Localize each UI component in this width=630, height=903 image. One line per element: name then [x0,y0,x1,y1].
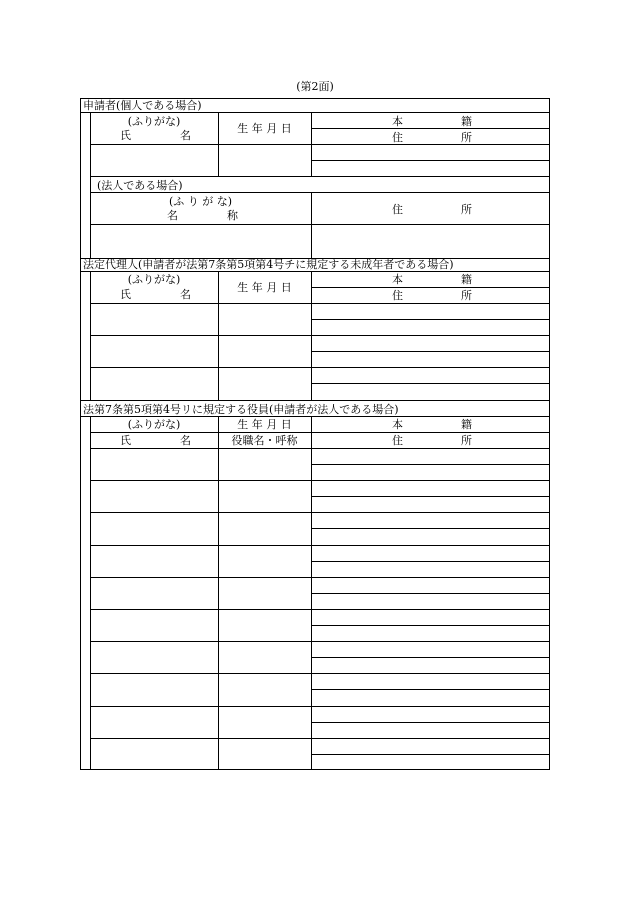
divider [80,400,550,401]
birthdate-field[interactable] [219,546,311,577]
address-field[interactable] [312,320,550,335]
honseki-label-b: 籍 [461,115,472,128]
name-field[interactable] [91,336,218,367]
divider [311,754,550,755]
address-field[interactable] [312,497,550,512]
name-field[interactable] [91,481,218,512]
divider [90,176,550,177]
divider [80,112,550,113]
honseki-label-a: 本 [392,273,403,286]
divider [80,271,550,272]
divider [311,287,550,288]
divider [311,319,550,320]
address-label-b: 所 [461,434,472,447]
divider [311,464,550,465]
divider [80,416,550,417]
address-label-a: 住 [392,289,403,302]
corp-address-label-a: 住 [392,203,403,216]
divider [90,192,550,193]
birthdate-field[interactable] [219,739,311,770]
honseki-field[interactable] [312,368,550,383]
birthdate-label: 生 年 月 日 [237,122,292,135]
honseki-label-b: 籍 [461,273,472,286]
address-label-b: 所 [461,131,472,144]
honseki-field[interactable] [312,513,550,528]
corp-address-label-b: 所 [461,203,472,216]
page-number: (第2面) [296,80,334,93]
name-label-mei: 名 [180,434,191,447]
honseki-field[interactable] [312,578,550,593]
birthdate-field[interactable] [219,642,311,673]
divider [311,689,550,690]
name-field[interactable] [91,674,218,705]
name-label-shi: 氏 [120,288,131,301]
address-field[interactable] [312,626,550,641]
name-field[interactable] [91,449,218,480]
address-field[interactable] [312,594,550,609]
name-label-shi: 氏 [120,434,131,447]
name-label-shi: 氏 [120,129,131,142]
address-field[interactable] [312,562,550,577]
divider [311,351,550,352]
divider [311,561,550,562]
honseki-field[interactable] [312,145,550,160]
section-title-individual: 申請者(個人である場合) [83,99,202,112]
birthdate-field[interactable] [219,610,311,641]
address-field[interactable] [312,658,550,673]
corporate-address-field[interactable] [312,225,550,258]
corp-name-label-sho: 称 [227,209,238,222]
divider [311,722,550,723]
name-field[interactable] [91,707,218,738]
honseki-field[interactable] [312,304,550,319]
divider [311,657,550,658]
furigana-label: (ふりがな) [127,115,181,128]
furigana-label: (ふりがな) [127,418,181,431]
honseki-field[interactable] [312,739,550,754]
divider [311,128,550,129]
address-label-a: 住 [392,131,403,144]
honseki-field[interactable] [312,449,550,464]
divider [311,496,550,497]
birthdate-field[interactable] [219,578,311,609]
birthdate-field[interactable] [219,674,311,705]
address-label-b: 所 [461,289,472,302]
section-title-guardian: 法定代理人(申請者が法第7条第5項第4号チに規定する未成年者である場合) [83,258,454,271]
furigana-label: (ふりがな) [127,273,181,286]
divider [90,432,550,433]
corp-name-label-mei: 名 [167,209,178,222]
divider [311,528,550,529]
honseki-field[interactable] [312,481,550,496]
honseki-field[interactable] [312,610,550,625]
divider [311,383,550,384]
name-field[interactable] [91,513,218,544]
section-title-officers: 法第7条第5項第4号リに規定する役員(申請者が法人である場合) [83,403,399,416]
position-label: 役職名・呼称 [231,434,298,447]
birthdate-field[interactable] [219,449,311,480]
section-title-corporate: (法人である場合) [97,179,183,192]
address-label-a: 住 [392,434,403,447]
address-field[interactable] [312,690,550,705]
name-field[interactable] [91,610,218,641]
name-field[interactable] [91,145,218,176]
divider [311,593,550,594]
address-field[interactable] [312,352,550,367]
address-field[interactable] [312,755,550,770]
name-label-mei: 名 [180,129,191,142]
birthdate-field[interactable] [219,513,311,544]
corporate-name-field[interactable] [91,225,311,258]
address-field[interactable] [312,161,550,176]
honseki-field[interactable] [312,674,550,689]
name-label-mei: 名 [180,288,191,301]
honseki-field[interactable] [312,707,550,722]
birthdate-field[interactable] [219,304,311,335]
address-field[interactable] [312,465,550,480]
birthdate-field[interactable] [219,481,311,512]
address-field[interactable] [312,384,550,399]
honseki-label-b: 籍 [461,418,472,431]
birthdate-field[interactable] [219,707,311,738]
name-field[interactable] [91,642,218,673]
honseki-field[interactable] [312,336,550,351]
honseki-field[interactable] [312,642,550,657]
birthdate-field[interactable] [219,145,311,176]
name-field[interactable] [91,578,218,609]
name-field[interactable] [91,739,218,770]
honseki-label-a: 本 [392,418,403,431]
birthdate-label: 生 年 月 日 [237,418,292,431]
furigana-label: (ふ り が な) [168,195,233,208]
address-field[interactable] [312,723,550,738]
name-field[interactable] [91,304,218,335]
birthdate-field[interactable] [219,336,311,367]
address-field[interactable] [312,529,550,544]
honseki-label-a: 本 [392,115,403,128]
name-field[interactable] [91,368,218,399]
divider [311,625,550,626]
name-field[interactable] [91,546,218,577]
birthdate-label: 生 年 月 日 [237,281,292,294]
birthdate-field[interactable] [219,368,311,399]
honseki-field[interactable] [312,546,550,561]
